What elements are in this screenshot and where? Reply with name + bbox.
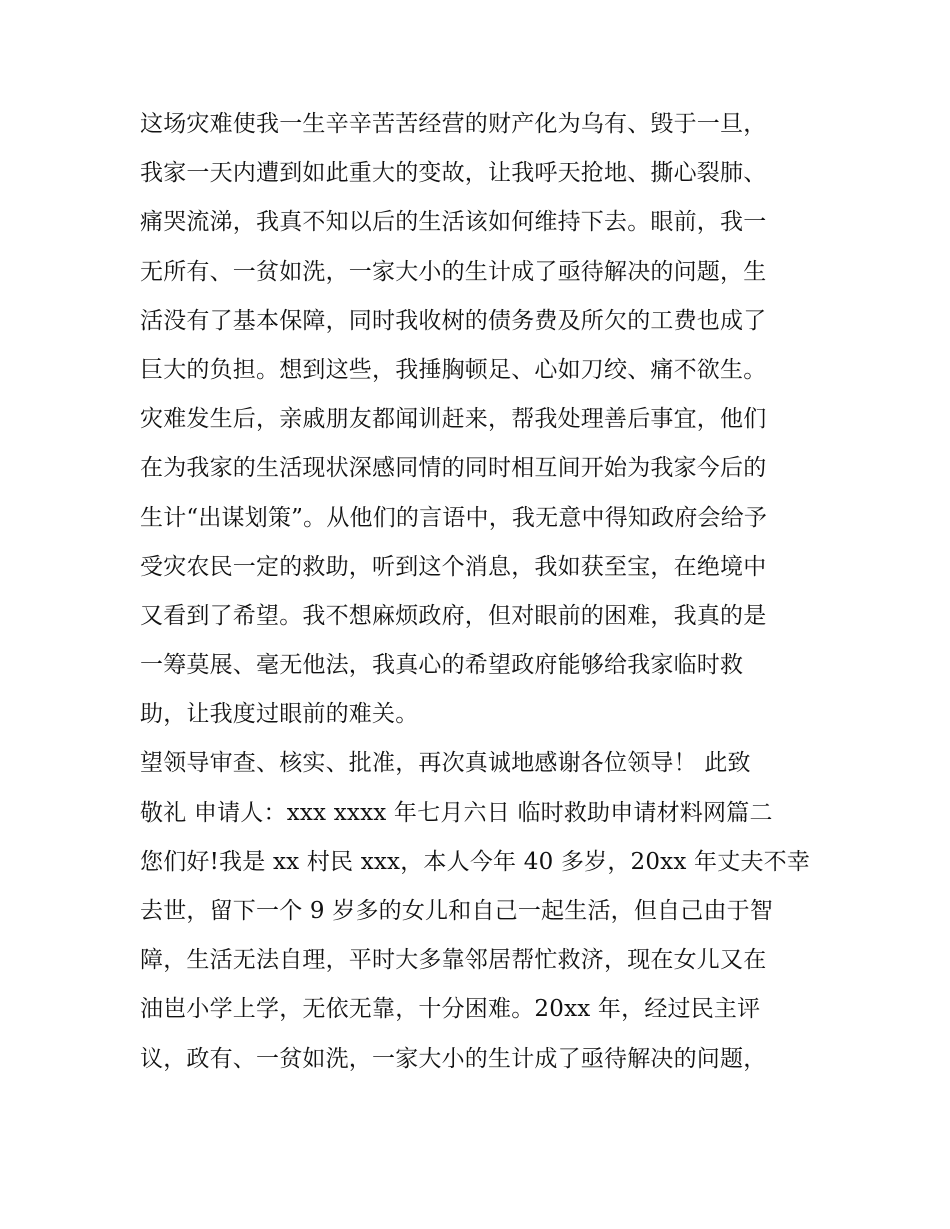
text-line: 我家一天内遭到如此重大的变故，让我呼天抢地、撕心裂肺、 xyxy=(140,160,767,187)
text-line: 助，让我度过眼前的难关。 xyxy=(140,701,419,728)
body-text xyxy=(140,100,830,1084)
text-line: 障，生活无法自理，平时大多靠邻居帮忙救济，现在女儿又在 xyxy=(140,947,767,974)
text-line: 无所有、一贫如洗，一家大小的生计成了亟待解决的问题，生 xyxy=(140,258,767,285)
text-line: 这场灾难使我一生辛辛苦苦经营的财产化为乌有、毁于一旦， xyxy=(140,111,767,137)
text-line: 活没有了基本保障，同时我收树的债务费及所欠的工费也成了 xyxy=(140,307,767,334)
text-line: 巨大的负担。想到这些，我捶胸顿足、心如刀绞、痛不欲生。 xyxy=(140,356,767,383)
text-line: 灾难发生后，亲戚朋友都闻训赶来，帮我处理善后事宜，他们 xyxy=(140,406,767,433)
text-line: 油岜小学上学，无依无靠，十分困难。20xx 年，经过民主评 xyxy=(140,996,761,1023)
text-line: 去世，留下一个 9 岁多的女儿和自己一起生活，但自己由于智 xyxy=(140,898,774,924)
text-line: 您们好!我是 xx 村民 xxx，本人今年 40 多岁，20xx 年丈夫不幸 xyxy=(140,848,811,875)
text-line: 议，政有、一贫如洗，一家大小的生计成了亟待解决的问题， xyxy=(140,1045,767,1072)
text-line: 生计“出谋划策”。从他们的言语中，我无意中得知政府会给予 xyxy=(140,504,768,531)
text-line: 敬礼 申请人：xxx xxxx 年七月六日 临时救助申请材料网篇二 xyxy=(140,799,773,826)
text-line: 痛哭流涕，我真不知以后的生活该如何维持下去。眼前，我一 xyxy=(140,209,767,236)
text-line: 在为我家的生活现状深感同情的同时相互间开始为我家今后的 xyxy=(140,455,767,482)
text-line: 望领导审查、核实、批准，再次真诚地感谢各位领导！ 此致 xyxy=(140,750,751,777)
text-line: 又看到了希望。我不想麻烦政府，但对眼前的困难，我真的是 xyxy=(140,602,767,629)
text-line: 一筹莫展、毫无他法，我真心的希望政府能够给我家临时救 xyxy=(140,652,744,679)
text-line: 受灾农民一定的救助，听到这个消息，我如获至宝，在绝境中 xyxy=(140,553,767,580)
